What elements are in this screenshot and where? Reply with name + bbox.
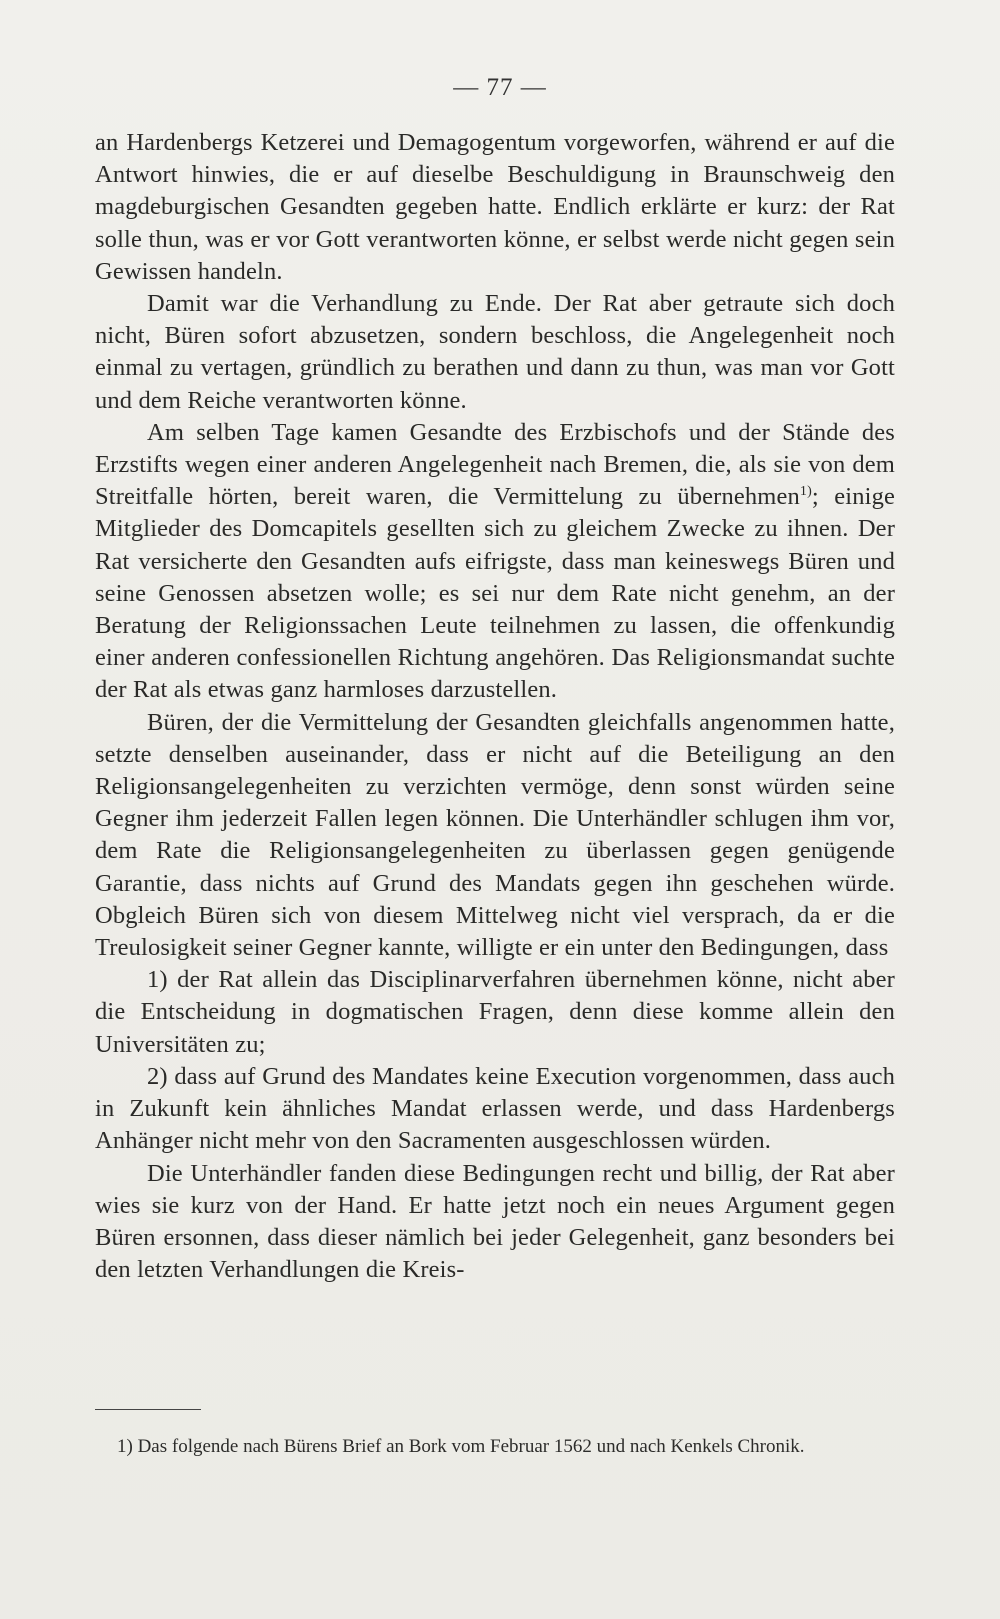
body-text	[95, 127, 895, 1286]
condition-item-1: 1) der Rat allein das Disciplinarverfahren übernehmen könne, nicht aber die Entscheidung in dogmatischen Fragen, denn diese komme allein den Universitäten zu;	[95, 966, 895, 1058]
page-number: — 77 —	[453, 74, 547, 101]
footnote: 1) Das folgende nach Bürens Brief an Bork vom Februar 1562 und nach Kenkels Chronik.	[117, 1436, 805, 1457]
paragraph-3-part-2: ; einige Mitglieder des Domcapitels gesellten sich zu gleichem Zwecke zu ihnen. Der Rat versicherte den Gesandten aufs eifrigste, dass man keineswegs Büren und seine Genossen absetzen wolle; es sei nur dem Rate nicht genehm, an der Beratung der Religionssachen Leute teilnehmen zu lassen, die offenkundig einer anderen confessionellen Richtung angehören. Das Religionsmandat suchte der Rat als etwas ganz harmloses darzustellen.	[95, 483, 895, 704]
condition-item-2: 2) dass auf Grund des Mandates keine Execution vorgenommen, dass auch in Zukunft kein ähnliches Mandat erlassen werde, und dass Hardenbergs Anhänger nicht mehr von den Sacramenten ausgeschlossen würden.	[95, 1062, 895, 1155]
paragraph-3	[95, 417, 895, 707]
paragraph-4: Büren, der die Vermittelung der Gesandten gleichfalls angenommen hatte, setzte denselben auseinander, dass er nicht auf die Beteiligung an den Religionsangelegenheiten zu verzichten vermöge, denn sonst würden seine Gegner ihm jederzeit Fallen legen können. Die Unterhändler schlugen ihm vor, dem Rate die Religionsangelegenheiten zu überlassen gegen genügende Garantie, dass nichts auf Grund des Mandats gegen ihn geschehen würde. Obgleich Büren sich von diesem Mittelweg nicht viel versprach, da er die Treulosigkeit seiner Gegner kannte, willigte er ein unter den Bedingungen, dass	[95, 708, 895, 962]
footnote-divider	[95, 1409, 201, 1410]
paragraph-5: Die Unterhändler fanden diese Bedingungen recht und billig, der Rat aber wies sie kurz von der Hand. Er hatte jetzt noch ein neues Argument gegen Büren ersonnen, dass dieser nämlich bei jeder Gelegenheit, ganz besonders bei den letzten Verhandlungen die Kreis-	[95, 1159, 895, 1284]
paragraph-1: an Hardenbergs Ketzerei und Demagogentum vorgeworfen, während er auf die Antwort hinwies, die er auf dieselbe Beschuldigung in Braunschweig den magdeburgischen Gesandten gegeben hatte. Endlich erklärte er kurz: der Rat solle thun, was er vor Gott verantworten könne, er selbst werde nicht gegen sein Gewissen handeln.	[95, 129, 895, 285]
footnote-reference: 1)	[799, 484, 812, 500]
paragraph-2: Damit war die Verhandlung zu Ende. Der Rat aber getraute sich doch nicht, Büren sofort abzusetzen, sondern beschloss, die Angelegenheit noch einmal zu vertagen, gründlich zu berathen und dann zu thun, was man vor Gott und dem Reiche verantworten könne.	[95, 290, 895, 414]
paragraph-3-part-1: Am selben Tage kamen Gesandte des Erzbischofs und der Stände des Erzstifts wegen einer anderen Angelegenheit nach Bremen, die, als sie von dem Streitfalle hörten, bereit waren, die Vermittelung zu übernehmen	[95, 418, 895, 511]
